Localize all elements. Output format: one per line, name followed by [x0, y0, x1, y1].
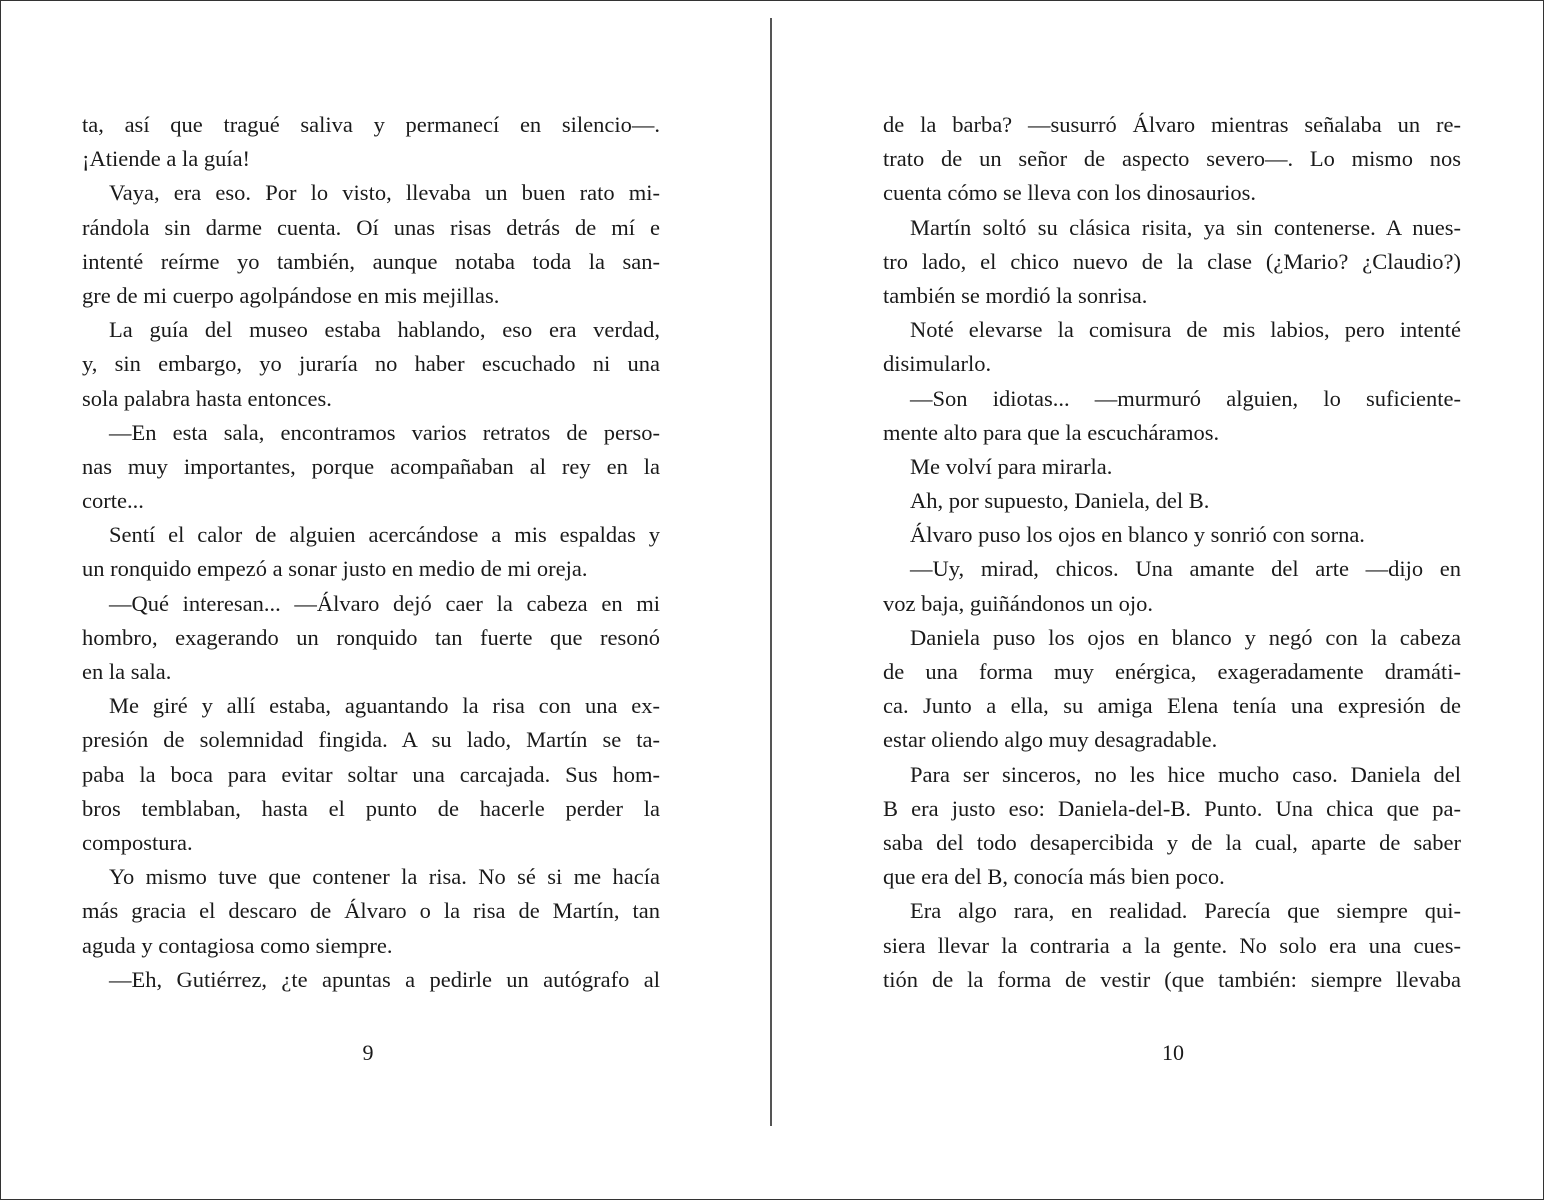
text-line: Me volví para mirarla. [910, 453, 1113, 479]
text-line: trato de un señor de aspecto severo—. Lo mismo nos [883, 146, 1461, 172]
text-line: ca. Junto a ella, su amiga Elena tenía una expresión de [883, 693, 1461, 719]
text-line: La guía del museo estaba hablando, eso era verdad, [109, 317, 660, 343]
text-line: y, sin embargo, yo juraría no haber escuchado ni una [82, 351, 660, 377]
text-line: Sentí el calor de alguien acercándose a mis espaldas y [109, 522, 660, 548]
text-line: Ah, por supuesto, Daniela, del B. [910, 488, 1210, 514]
text-line: compostura. [82, 829, 193, 855]
text-line: hombro, exagerando un ronquido tan fuerte que resonó [82, 624, 660, 650]
text-line: disimularlo. [883, 351, 992, 377]
text-line: Me giré y allí estaba, aguantando la risa con una ex- [109, 693, 660, 719]
text-line: Noté elevarse la comisura de mis labios, pero intenté [910, 317, 1461, 343]
text-line: un ronquido empezó a sonar justo en medio de mi oreja. [82, 556, 588, 582]
right-page-number: 10 [1162, 1040, 1184, 1065]
text-line: aguda y contagiosa como siempre. [82, 932, 393, 958]
text-line: tión de la forma de vestir (que también: siempre llevaba [883, 966, 1461, 992]
text-line: intenté reírme yo también, aunque notaba toda la san- [82, 248, 660, 274]
text-line: más gracia el descaro de Álvaro o la risa de Martín, tan [82, 898, 660, 924]
right-page-text [883, 108, 1461, 997]
text-line: Yo mismo tuve que contener la risa. No sé si me hacía [109, 864, 660, 890]
text-line: tro lado, el chico nuevo de la clase (¿Mario? ¿Claudio?) [883, 248, 1461, 274]
text-line: que era del B, conocía más bien poco. [883, 864, 1225, 890]
text-line: —Eh, Gutiérrez, ¿te apuntas a pedirle un autógrafo al [109, 966, 660, 992]
text-line: mente alto para que la escucháramos. [883, 419, 1220, 445]
text-line: Martín soltó su clásica risita, ya sin contenerse. A nues- [910, 214, 1461, 240]
text-line: —Qué interesan... —Álvaro dejó caer la cabeza en mi [109, 590, 660, 616]
text-line: ¡Atiende a la guía! [82, 146, 251, 172]
text-line: Era algo rara, en realidad. Parecía que siempre qui- [910, 898, 1461, 924]
left-page-text [82, 108, 660, 997]
text-line: paba la boca para evitar soltar una carcajada. Sus hom- [82, 761, 660, 787]
text-line: B era justo eso: Daniela-del-B. Punto. Una chica que pa- [883, 795, 1461, 821]
text-line: rándola sin darme cuenta. Oí unas risas detrás de mí e [82, 214, 660, 240]
text-line: presión de solemnidad fingida. A su lado, Martín se ta- [82, 727, 660, 753]
text-line: —En esta sala, encontramos varios retratos de perso- [109, 419, 660, 445]
text-line: —Uy, mirad, chicos. Una amante del arte —dijo en [910, 556, 1461, 582]
text-line: bros temblaban, hasta el punto de hacerle perder la [82, 795, 660, 821]
text-line: de la barba? —susurró Álvaro mientras señalaba un re- [883, 112, 1461, 137]
text-line: estar oliendo algo muy desagradable. [883, 727, 1218, 753]
text-line: en la sala. [82, 659, 172, 684]
text-line: Daniela puso los ojos en blanco y negó con la cabeza [910, 624, 1461, 650]
text-line: siera llevar la contraria a la gente. No solo era una cues- [883, 932, 1461, 958]
text-line: Para ser sinceros, no les hice mucho caso. Daniela del [910, 761, 1461, 787]
text-line: corte... [82, 488, 144, 514]
text-line: Álvaro puso los ojos en blanco y sonrió con sorna. [910, 522, 1365, 548]
text-line: de una forma muy enérgica, exageradamente dramáti- [883, 659, 1461, 684]
left-page-number: 9 [362, 1040, 374, 1065]
text-line: sola palabra hasta entonces. [82, 385, 332, 411]
text-line: —Son idiotas... —murmuró alguien, lo suficiente- [910, 385, 1461, 411]
text-line: nas muy importantes, porque acompañaban al rey en la [82, 453, 660, 479]
text-line: cuenta cómo se lleva con los dinosaurios. [883, 180, 1257, 206]
text-line: también se mordió la sonrisa. [883, 282, 1148, 308]
text-line: Vaya, era eso. Por lo visto, llevaba un buen rato mi- [109, 180, 660, 206]
text-line: voz baja, guiñándonos un ojo. [883, 590, 1153, 616]
spine-divider [770, 18, 772, 1126]
text-line: ta, así que tragué saliva y permanecí en silencio—. [82, 112, 660, 137]
text-line: saba del todo desapercibida y de la cual, aparte de saber [883, 829, 1461, 855]
text-line: gre de mi cuerpo agolpándose en mis mejillas. [82, 282, 500, 308]
